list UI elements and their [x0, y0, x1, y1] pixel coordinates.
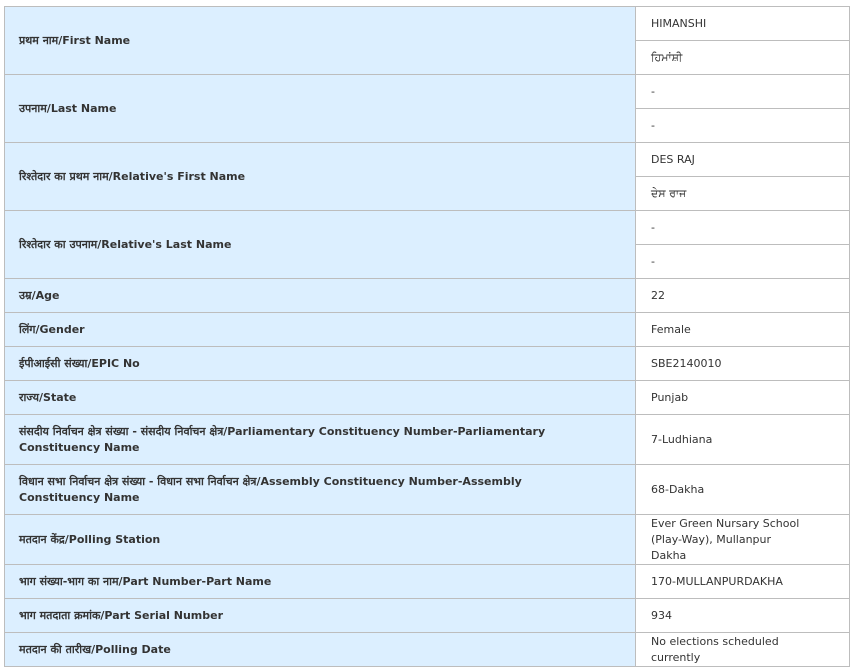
row-value: 170-MULLANPURDAKHA — [636, 565, 850, 599]
row-value-group — [636, 143, 850, 211]
value-english: - — [651, 84, 655, 98]
row-label: रिश्तेदार का प्रथम नाम/Relative's First Name — [5, 143, 636, 211]
row-label: लिंग/Gender — [5, 313, 636, 347]
row-value: SBE2140010 — [636, 347, 850, 381]
row-value: 22 — [636, 279, 850, 313]
row-value: Punjab — [636, 381, 850, 415]
row-label: ईपीआईसी संख्या/EPIC No — [5, 347, 636, 381]
row-value-group — [636, 211, 850, 279]
row-label: राज्य/State — [5, 381, 636, 415]
voter-details-table — [4, 6, 850, 667]
table-row-relative-first-name — [5, 143, 850, 211]
table-row-epic-no — [5, 347, 850, 381]
value-regional: - — [636, 244, 849, 278]
table-row-state — [5, 381, 850, 415]
table-row-age — [5, 279, 850, 313]
value-english: HIMANSHI — [651, 16, 707, 30]
value-regional: ਹਿਮਾਂਸ਼ੀ — [636, 40, 849, 74]
row-label: मतदान केंद्र/Polling Station — [5, 515, 636, 565]
row-value: 934 — [636, 599, 850, 633]
row-label: भाग संख्या-भाग का नाम/Part Number-Part Name — [5, 565, 636, 599]
table-row-part-serial-number — [5, 599, 850, 633]
value-english: DES RAJ — [651, 152, 695, 166]
row-value: 7-Ludhiana — [636, 415, 850, 465]
table-row-polling-date — [5, 633, 850, 667]
table-row-part-number — [5, 565, 850, 599]
table-row-last-name — [5, 75, 850, 143]
table-row-polling-station — [5, 515, 850, 565]
row-label: उपनाम/Last Name — [5, 75, 636, 143]
row-label: उम्र/Age — [5, 279, 636, 313]
row-value-group — [636, 75, 850, 143]
row-value: Female — [636, 313, 850, 347]
value-regional: - — [636, 108, 849, 142]
row-value: 68-Dakha — [636, 465, 850, 515]
row-label: विधान सभा निर्वाचन क्षेत्र संख्या - विधान सभा निर्वाचन क्षेत्र/Assembly Constituency Number-Assembly Constituency Name — [5, 465, 636, 515]
table-row-assembly-constituency — [5, 465, 850, 515]
row-label: संसदीय निर्वाचन क्षेत्र संख्या - संसदीय निर्वाचन क्षेत्र/Parliamentary Constituency Number-Parliamentary Constituency Name — [5, 415, 636, 465]
table-row-parliamentary-constituency — [5, 415, 850, 465]
value-english: - — [651, 220, 655, 234]
row-value-group — [636, 7, 850, 75]
value-regional: ਦੇਸ ਰਾਜ — [636, 176, 849, 210]
table-row-relative-last-name — [5, 211, 850, 279]
row-value: No elections scheduled currently — [636, 633, 850, 667]
row-label: मतदान की तारीख/Polling Date — [5, 633, 636, 667]
row-label: रिश्तेदार का उपनाम/Relative's Last Name — [5, 211, 636, 279]
row-value: Ever Green Nursary School (Play-Way), Mullanpur Dakha — [636, 515, 850, 565]
row-label: भाग मतदाता क्रमांक/Part Serial Number — [5, 599, 636, 633]
table-row-first-name — [5, 7, 850, 75]
row-label: प्रथम नाम/First Name — [5, 7, 636, 75]
table-row-gender — [5, 313, 850, 347]
